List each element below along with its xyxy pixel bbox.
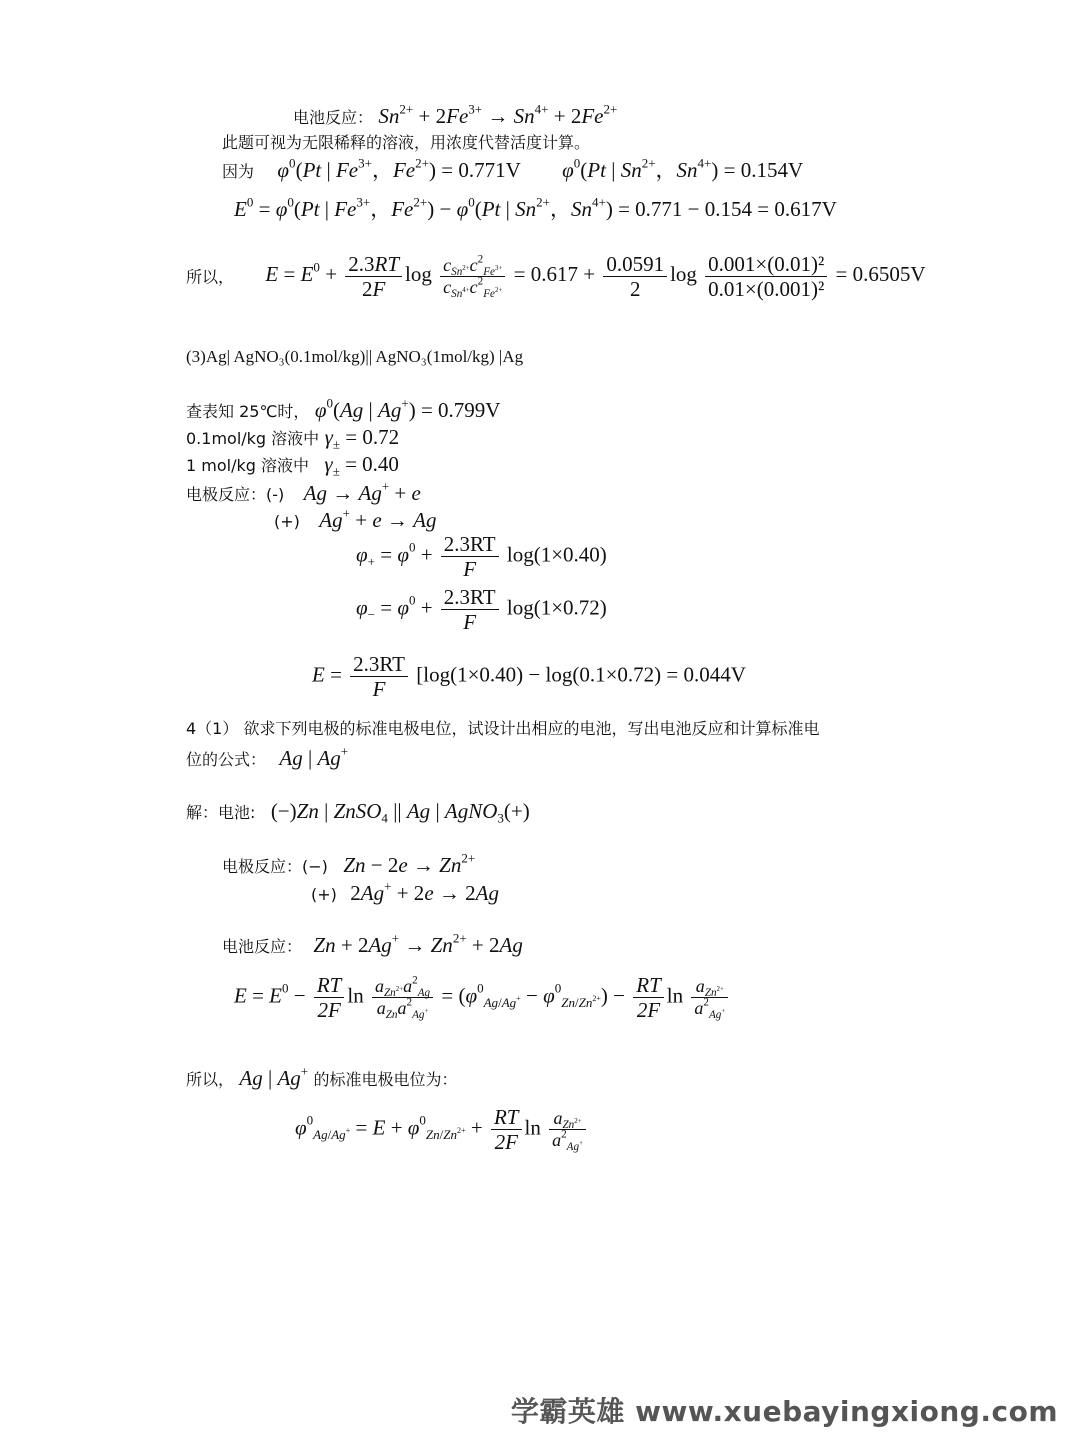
lookup-line [186, 395, 501, 423]
frac-activity-2: $\frac{a_{Zn^{2+}}}{a^2_{Ag^+}}$ [691, 976, 728, 1018]
frac-activity-3: $\frac{a_{Zn^{2+}}}{a^2_{Ag^+}}$ [549, 1108, 586, 1150]
phi-minus-log: log(1×0.72) [506, 595, 607, 620]
cell2-label: 电池反应： [222, 937, 303, 956]
phi-sn-value: = 0.154V [723, 158, 804, 182]
cell2-eq: $Zn + 2Ag^+ \to Zn^{2+} + 2Ag$ [313, 930, 523, 957]
phi-plus-log: log(1×0.40) [506, 542, 607, 567]
electrode-minus-eq: Ag → Ag+ + e [303, 478, 421, 505]
rt-num-3: 2.3RT [353, 652, 405, 676]
twof-a: 2F [317, 998, 341, 1023]
electrode-minus-line [186, 478, 421, 506]
e-ln-equation: $E = E^0$ − $\frac{RT}{2F}$ ln $\frac{a_{Zn^{2+}}a^2_{Ag}}{a_{Zn}a^2_{Ag^+}}$ = $(\varphi^0_{Ag/Ag^+} - \varphi^0_{Zn/Zn^{2+}})$ − $\frac{RT}{2F}$ ln $\frac{a_{Zn^{2+}}}{a^2_{Ag^+}}$ [234, 973, 731, 1022]
phi-fe-value: = 0.771V [441, 158, 521, 182]
q4-line1: 4（1） 欲求下列电极的标准电极电位，试设计出相应的电池，写出电池反应和计算标准电 [186, 719, 820, 738]
electrode-label: 电极反应：(-) [186, 485, 285, 504]
rt-c: RT [493, 1105, 519, 1129]
rt-a: RT [316, 973, 342, 997]
nernst-equation: $E = E^0$ + $\frac{2.3RT}{2F}$ log $\frac{c_{Sn^{2+}}c^2_{Fe^{3+}}}{c_{Sn^{4+}}c^2_{Fe^{2+}}}$ = 0.617 + $\frac{0.0591}{2}$ log $\frac{\text{0.001×(0.01)²}}{\text{0.01×(0.001)²}}$ = 0.6505V [265, 252, 926, 302]
lookup-equation: $\varphi^0(Ag$ | Ag+) = 0.799V [314, 395, 501, 422]
so2-line [186, 1063, 458, 1091]
nernst-value: = 0.6505V [835, 262, 926, 287]
frac-activity-1: $\frac{a_{Zn^{2+}}a^2_{Ag}}{a_{Zn}a^2_{Ag^+}}$ [372, 976, 433, 1018]
part3-cell: (3)Ag| AgNO₃(0.1mol/kg)|| AgNO₃(1mol/kg) |Ag [186, 347, 524, 366]
q4-line2-label: 位的公式： [186, 750, 267, 769]
gamma1-eq: $\gamma_\pm = 0.72$ [324, 425, 400, 452]
frac-23rt-2f: $\frac{2.3RT}{2F}$ [345, 252, 402, 301]
nernst-line [186, 252, 926, 301]
phi-fe-equation: $\varphi^0(Pt$ | $Fe^{3+}$，$Fe^{2+}) = 0.771V$ [277, 155, 521, 182]
e0-equation: $E^0 = \varphi^0(Pt$ | $Fe^{3+}$，$Fe^{2+}) - \varphi^0(Pt$ | $Sn^{2+}$，$Sn^{4+}) = 0.771 - 0.154 = 0.617V$ [234, 194, 837, 221]
gamma2-value: = 0.40 [345, 452, 399, 476]
solution-cell: (−)Zn | ZnSO$_4$ || Ag | AgNO$_3$(+) [270, 799, 530, 826]
gamma2-label: 1 mol/kg 溶液中 [186, 456, 309, 475]
conc-num: 0.001×(0.01)² [705, 252, 827, 277]
f-den-2: F [463, 610, 477, 635]
phi-sn-equation: $\varphi^0(Pt$ | $Sn^{2+}$，$Sn^{4+}) = 0.154V$ [562, 155, 804, 182]
gamma1-value: = 0.72 [345, 425, 400, 449]
electrode-plus-line [274, 505, 437, 533]
gamma2-line [186, 452, 399, 477]
lookup-label: 查表知 25℃时， [186, 402, 310, 421]
rt-b: RT [636, 973, 661, 997]
f-den-3: F [372, 677, 386, 702]
f-den-1: F [463, 557, 477, 582]
frac-0591-2 [603, 252, 667, 301]
electrode-plus-eq: Ag+ + e → Ag [319, 505, 437, 532]
frac-e-diff [350, 652, 408, 701]
dilute-note: 此题可视为无限稀释的溶液，用浓度代替活度计算。 [222, 133, 591, 152]
cell-reaction-equation: $Sn^{2+} + 2Fe^{3+} \to Sn^{4+} + 2Fe^{2+}$ [378, 101, 618, 128]
frac-rt-2f-3 [491, 1105, 522, 1154]
q4-line2 [186, 743, 349, 771]
frac-rt-2f-1 [314, 973, 345, 1022]
so2-label: 所以， [186, 1070, 235, 1089]
twof-c: 2F [494, 1130, 518, 1155]
plus-label: (+) [274, 512, 300, 531]
std-potential-equation: $\varphi^0_{Ag/Ag^+} = E + \varphi^0_{Zn/Zn^{2+}}$ + $\frac{RT}{2F}$ ln $\frac{a_{Zn^{2+}}}{a^2_{Ag^+}}$ [295, 1105, 589, 1154]
n-num: 0.0591 [603, 252, 667, 277]
solution-label: 解：电池: [186, 803, 256, 822]
e-diff-equation: E = $\frac{2.3RT}{F}$ [log(1×0.40) − log(0.1×0.72) = 0.044V [312, 652, 746, 702]
solution-line [186, 799, 530, 824]
frac-values [705, 252, 827, 301]
because-line [222, 155, 804, 183]
so2-electrode: Ag | Ag+ [239, 1063, 309, 1090]
rt-num-2: 2.3RT [443, 585, 496, 609]
frac-rt-2f-2 [633, 973, 664, 1022]
gamma1-line [186, 425, 399, 450]
lookup-value: = 0.799V [420, 398, 501, 422]
cell-reaction-label: 电池反应： [293, 108, 374, 127]
electrode2-minus-eq: $Zn - 2e \to Zn^{2+}$ [343, 850, 476, 877]
frac-phi-minus [441, 585, 499, 634]
cell-reaction-line [293, 101, 618, 129]
frac-conc: $\frac{c_{Sn^{2+}}c^2_{Fe^{3+}}}{c_{Sn^{4+}}c^2_{Fe^{2+}}}$ [440, 255, 505, 297]
std-potential-label: 的标准电极电位为： [313, 1070, 458, 1089]
cell2-line [222, 930, 523, 958]
q4-electrode: Ag | Ag+ [279, 743, 349, 770]
because-label: 因为 [222, 162, 255, 181]
rt-num-1: 2.3RT [443, 532, 496, 556]
phi-plus-equation: $\varphi_+ = \varphi^0$ + $\frac{2.3RT}{F}$ log(1×0.40) [356, 532, 607, 582]
electrode2-label: 电极反应：(−) [222, 857, 328, 876]
e-diff: [log(1×0.40) − log(0.1×0.72) = 0.044V [416, 662, 746, 687]
gamma2-eq: $\gamma_\pm = 0.40$ [324, 452, 399, 479]
twof-b: 2F [636, 998, 661, 1023]
conc-den: 0.01×(0.001)² [708, 277, 825, 302]
plus2-label: (+) [311, 885, 337, 904]
e0-value: = 0.771 − 0.154 = 0.617V [618, 197, 837, 221]
gamma1-label: 0.1mol/kg 溶液中 [186, 429, 320, 448]
n-den: 2 [629, 277, 641, 302]
phi-minus-equation: $\varphi_- = \varphi^0$ + $\frac{2.3RT}{F}$ log(1×0.72) [356, 585, 607, 635]
watermark: 学霸英雄 www.xuebayingxiong.com [510, 1395, 1058, 1428]
electrode2-minus-line [222, 850, 476, 878]
electrode2-plus-eq: 2Ag+ + 2e → 2Ag [350, 878, 499, 905]
so-label: 所以， [186, 267, 235, 287]
frac-phi-plus [441, 532, 499, 581]
nernst-mid: = 0.617 + [513, 262, 596, 287]
electrode2-plus-line [311, 878, 499, 906]
